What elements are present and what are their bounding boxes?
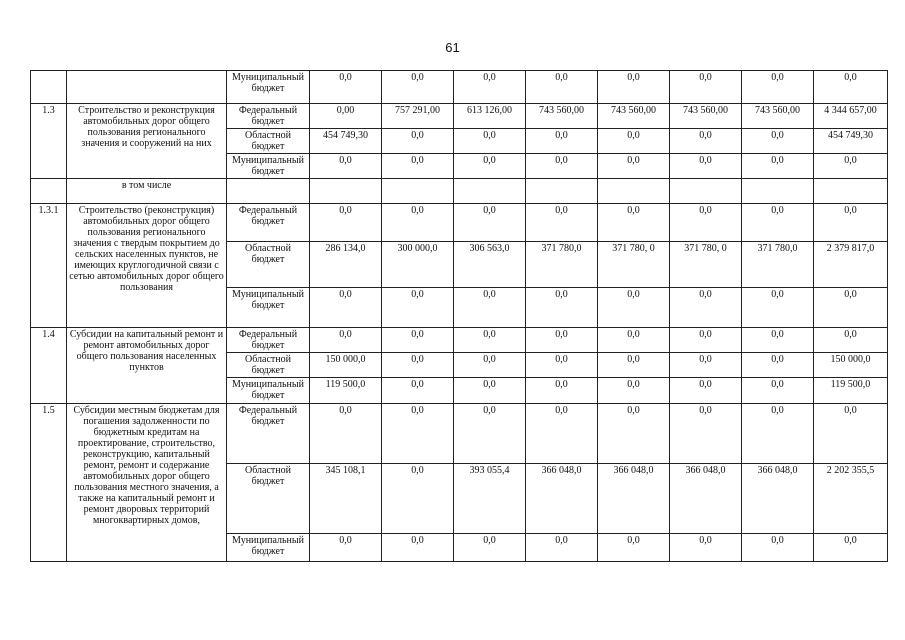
empty-cell — [382, 179, 454, 204]
empty-cell — [454, 179, 526, 204]
year-value: 0,0 — [526, 404, 598, 464]
year-value: 0,0 — [454, 378, 526, 404]
year-value: 0,0 — [742, 71, 814, 104]
year-value: 393 055,4 — [454, 464, 526, 534]
table-row — [31, 404, 888, 464]
total-value: 150 000,0 — [814, 353, 888, 378]
funding-source: Областной бюджет — [227, 464, 310, 534]
year-value: 0,0 — [742, 534, 814, 562]
year-value: 0,0 — [382, 288, 454, 328]
year-value: 0,0 — [526, 288, 598, 328]
year-value: 371 780,0 — [526, 242, 598, 288]
year-value: 0,0 — [742, 328, 814, 353]
year-value: 345 108,1 — [310, 464, 382, 534]
year-value: 0,0 — [742, 353, 814, 378]
year-value: 0,0 — [454, 204, 526, 242]
year-value: 0,0 — [670, 404, 742, 464]
year-value: 0,0 — [382, 353, 454, 378]
funding-source: Муниципальный бюджет — [227, 71, 310, 104]
year-value: 0,0 — [454, 288, 526, 328]
year-value: 0,0 — [454, 328, 526, 353]
empty-cell — [526, 179, 598, 204]
total-value: 0,0 — [814, 288, 888, 328]
year-value: 0,0 — [598, 353, 670, 378]
row-number: 1.4 — [31, 328, 67, 404]
year-value: 286 134,0 — [310, 242, 382, 288]
empty-cell — [670, 179, 742, 204]
year-value: 0,0 — [382, 204, 454, 242]
year-value: 366 048,0 — [598, 464, 670, 534]
year-value: 0,0 — [526, 378, 598, 404]
row-number — [31, 71, 67, 104]
total-value: 119 500,0 — [814, 378, 888, 404]
year-value: 454 749,30 — [310, 129, 382, 154]
funding-source: Федеральный бюджет — [227, 404, 310, 464]
year-value: 0,0 — [382, 71, 454, 104]
year-value: 0,0 — [382, 404, 454, 464]
year-value: 0,0 — [454, 353, 526, 378]
year-value: 0,0 — [742, 378, 814, 404]
year-value: 743 560,00 — [598, 104, 670, 129]
year-value: 0,0 — [382, 129, 454, 154]
year-value: 0,0 — [454, 404, 526, 464]
funding-source: Федеральный бюджет — [227, 204, 310, 242]
empty-cell — [227, 179, 310, 204]
year-value: 0,0 — [382, 464, 454, 534]
year-value: 0,0 — [526, 71, 598, 104]
empty-cell — [742, 179, 814, 204]
row-description: Субсидии местным бюджетам для погашения задолженности по бюджетным кредитам на проектирование, строительство, реконструкцию, капитальный ремонт, ремонт и содержание автомобильных дорог общего пользования местного значения, а также на капитальный ремонт и ремонт дворовых территорий многоквартирных домов, — [67, 404, 227, 562]
total-value: 0,0 — [814, 154, 888, 179]
year-value: 0,0 — [526, 204, 598, 242]
table-row — [31, 328, 888, 353]
table-row — [31, 104, 888, 129]
year-value: 0,0 — [598, 328, 670, 353]
year-value: 0,0 — [598, 404, 670, 464]
total-value: 4 344 657,00 — [814, 104, 888, 129]
total-value: 2 202 355,5 — [814, 464, 888, 534]
year-value: 150 000,0 — [310, 353, 382, 378]
year-value: 0,0 — [526, 328, 598, 353]
row-number: 1.3.1 — [31, 204, 67, 328]
total-value: 0,0 — [814, 204, 888, 242]
empty-cell — [310, 179, 382, 204]
row-number-cell — [31, 179, 67, 204]
empty-cell — [598, 179, 670, 204]
year-value: 306 563,0 — [454, 242, 526, 288]
year-value: 0,0 — [598, 154, 670, 179]
funding-source: Федеральный бюджет — [227, 104, 310, 129]
year-value: 0,0 — [598, 378, 670, 404]
year-value: 0,0 — [382, 328, 454, 353]
total-value: 454 749,30 — [814, 129, 888, 154]
total-value: 0,0 — [814, 328, 888, 353]
row-description: Субсидии на капитальный ремонт и ремонт автомобильных дорог общего пользования населенных пунктов — [67, 328, 227, 404]
year-value: 366 048,0 — [670, 464, 742, 534]
year-value: 0,0 — [454, 534, 526, 562]
table-row — [31, 179, 888, 204]
row-description: в том числе — [67, 179, 227, 204]
row-description: Строительство и реконструкция автомобильных дорог общего пользования регионального значения и сооружений на них — [67, 104, 227, 179]
year-value: 0,0 — [454, 154, 526, 179]
year-value: 0,0 — [670, 353, 742, 378]
funding-source: Муниципальный бюджет — [227, 378, 310, 404]
year-value: 371 780, 0 — [670, 242, 742, 288]
year-value: 0,0 — [670, 154, 742, 179]
year-value: 0,0 — [310, 328, 382, 353]
total-value: 0,0 — [814, 534, 888, 562]
funding-source: Муниципальный бюджет — [227, 288, 310, 328]
year-value: 0,0 — [742, 288, 814, 328]
row-description: Строительство (реконструкция) автомобильных дорог общего пользования регионального значения с твердым покрытием до сельских населенных пунктов, не имеющих круглогодичной связи с сетью автомобильных дорог общего пользования — [67, 204, 227, 328]
year-value: 0,0 — [310, 404, 382, 464]
year-value: 743 560,00 — [670, 104, 742, 129]
year-value: 0,0 — [670, 328, 742, 353]
year-value: 0,0 — [310, 154, 382, 179]
year-value: 0,0 — [526, 129, 598, 154]
year-value: 0,0 — [670, 378, 742, 404]
year-value: 0,0 — [310, 534, 382, 562]
funding-source: Муниципальный бюджет — [227, 534, 310, 562]
year-value: 300 000,0 — [382, 242, 454, 288]
total-value: 0,0 — [814, 71, 888, 104]
row-number: 1.3 — [31, 104, 67, 179]
budget-table — [30, 70, 888, 562]
year-value: 0,0 — [310, 288, 382, 328]
year-value: 0,0 — [454, 129, 526, 154]
year-value: 743 560,00 — [526, 104, 598, 129]
year-value: 0,0 — [382, 378, 454, 404]
year-value: 0,0 — [670, 129, 742, 154]
year-value: 0,0 — [526, 534, 598, 562]
table-row — [31, 71, 888, 104]
year-value: 0,0 — [598, 71, 670, 104]
year-value: 0,0 — [670, 204, 742, 242]
year-value: 371 780,0 — [742, 242, 814, 288]
year-value: 0,0 — [598, 534, 670, 562]
year-value: 0,0 — [310, 204, 382, 242]
year-value: 0,0 — [382, 154, 454, 179]
year-value: 366 048,0 — [742, 464, 814, 534]
year-value: 119 500,0 — [310, 378, 382, 404]
year-value: 0,0 — [598, 204, 670, 242]
empty-cell — [814, 179, 888, 204]
year-value: 0,0 — [742, 204, 814, 242]
year-value: 0,0 — [454, 71, 526, 104]
year-value: 0,0 — [382, 534, 454, 562]
year-value: 0,0 — [670, 71, 742, 104]
row-number: 1.5 — [31, 404, 67, 562]
year-value: 0,0 — [526, 154, 598, 179]
year-value: 0,00 — [310, 104, 382, 129]
funding-source: Областной бюджет — [227, 129, 310, 154]
year-value: 613 126,00 — [454, 104, 526, 129]
row-description — [67, 71, 227, 104]
funding-source: Областной бюджет — [227, 353, 310, 378]
year-value: 0,0 — [742, 129, 814, 154]
funding-source: Федеральный бюджет — [227, 328, 310, 353]
total-value: 2 379 817,0 — [814, 242, 888, 288]
funding-source: Муниципальный бюджет — [227, 154, 310, 179]
year-value: 366 048,0 — [526, 464, 598, 534]
year-value: 0,0 — [598, 288, 670, 328]
year-value: 0,0 — [598, 129, 670, 154]
page-number: 61 — [445, 40, 460, 55]
year-value: 0,0 — [742, 404, 814, 464]
funding-source: Областной бюджет — [227, 242, 310, 288]
year-value: 743 560,00 — [742, 104, 814, 129]
year-value: 371 780, 0 — [598, 242, 670, 288]
year-value: 0,0 — [526, 353, 598, 378]
year-value: 0,0 — [310, 71, 382, 104]
year-value: 0,0 — [670, 534, 742, 562]
year-value: 0,0 — [670, 288, 742, 328]
year-value: 0,0 — [742, 154, 814, 179]
year-value: 757 291,00 — [382, 104, 454, 129]
table-row — [31, 204, 888, 242]
total-value: 0,0 — [814, 404, 888, 464]
